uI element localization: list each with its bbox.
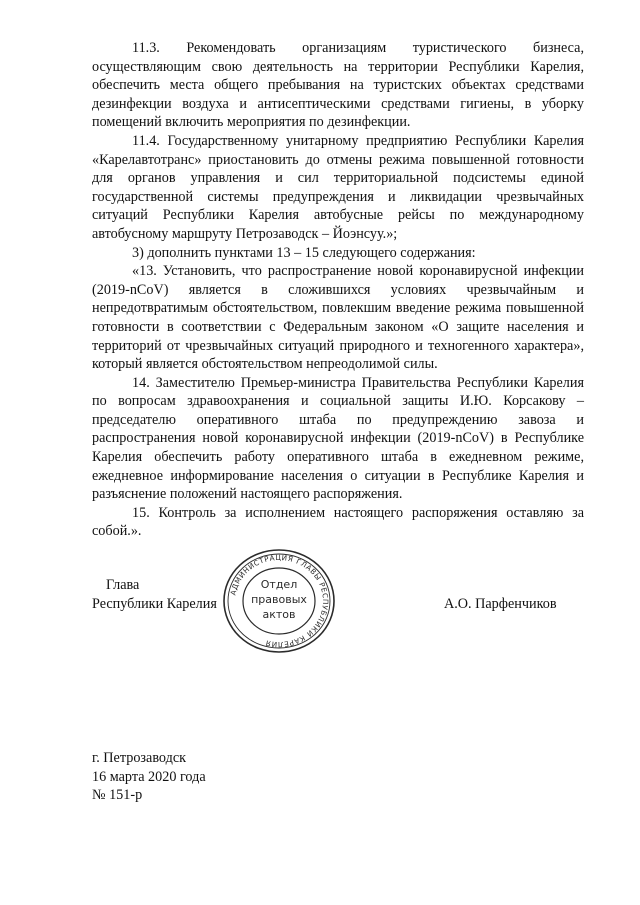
stamp-line-2: правовых (251, 593, 307, 606)
footer-number: № 151-р (92, 787, 143, 804)
document-footer (92, 749, 206, 805)
stamp-line-3: актов (262, 608, 296, 621)
signature-name: А.О. Парфенчиков (444, 596, 557, 612)
signature-title-line-1: Глава (106, 577, 140, 593)
footer-city: г. Петрозаводск (92, 750, 187, 766)
stamp-line-1: Отдел (260, 578, 298, 591)
signature-title-line-2: Республики Карелия (92, 595, 217, 612)
paragraph-item-3: 3) дополнить пунктами 13 – 15 следующего содержания: (132, 244, 476, 261)
paragraph-13: «13. Установить, что распространение новой коронавирусной инфекции (2019-nCoV) является в сложившихся условиях чрезвычайным и непредотвратимым обстоятельством, повлекшим введение режима повышенной готовности в соответствии с Федеральным законом «О защите населения и территорий от чрезвычайных ситуаций природного и техногенного характера», который является обстоятельством непреодолимой силы. (92, 263, 584, 373)
paragraph-14: 14. Заместителю Премьер-министра Правительства Республики Карелия по вопросам здравоохранения и социальной защиты И.Ю. Корсакову – председателю оперативного штаба по предупреждению завоза и распространения новой коронавирусной инфекции (2019-nCoV) в Республике Карелия обеспечить работу оперативного штаба в ежедневном режиме, ежедневное информирование населения о ситуации в Республике Карелия и разъяснение положений настоящего распоряжения. (92, 374, 584, 503)
document-body (92, 39, 584, 541)
paragraph-11-3: 11.3. Рекомендовать организациям туристического бизнеса, осуществляющим свою деятельность на территории Республики Карелия, обеспечить места общего пребывания на туристских объектах средствами дезинфекции воздуха и антисептическими средствами гигиены, в уборку помещений включить мероприятия по дезинфекции. (92, 40, 584, 131)
footer-date: 16 марта 2020 года (92, 768, 206, 785)
paragraph-15: 15. Контроль за исполнением настоящего распоряжения оставляю за собой.». (92, 504, 584, 540)
stamp-ring-text: АДМИНИСТРАЦИЯ ГЛАВЫ РЕСПУБЛИКИ КАРЕЛИЯ (228, 552, 331, 650)
stamp-seal (220, 548, 338, 654)
signature-title (92, 576, 217, 613)
paragraph-11-4: 11.4. Государственному унитарному предприятию Республики Карелия «Карелавтотранс» приостановить до отмены режима повышенной готовности для органов управления и сил территориальной подсистемы единой государственной системы предупреждения и ликвидации чрезвычайных ситуаций Республики Карелия автобусные рейсы по международному автобусному маршруту Петрозаводск – Йоэнсуу.»; (92, 132, 584, 242)
